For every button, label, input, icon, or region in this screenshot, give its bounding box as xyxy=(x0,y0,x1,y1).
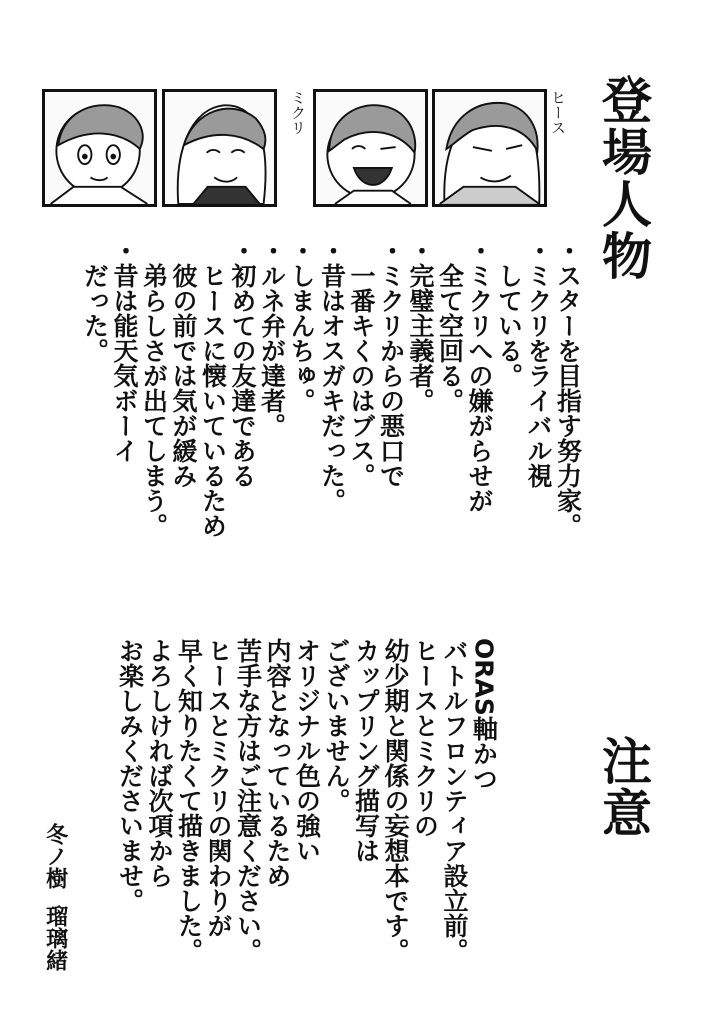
heath-adult-illustration xyxy=(435,92,544,204)
notice-heading: 注意 xyxy=(594,735,652,839)
mikuri-young-illustration xyxy=(45,92,154,204)
portrait-mikuri-adult xyxy=(162,89,277,207)
portrait-heath-young xyxy=(313,89,428,207)
mikuri-adult-illustration xyxy=(165,92,274,204)
notice-body: ORAS軸かつ バトルフロンティア設立前。 ヒースとミクリの 幼少期と関係の妄想本です。 カップリング描写は ございません。 オリジナル色の強い 内容となっているため 苦手な方はご注意ください。 ヒースとミクリの関わりが 早く知りたくて描きました。 よろしければ次項から お楽しみくださいませ。 xyxy=(115,638,499,963)
heath-young-illustration xyxy=(316,92,425,204)
characters-heading: 登場人物 xyxy=(594,74,652,282)
author-name: 瑠璃緒 xyxy=(42,905,68,971)
character-name-heath: ヒース xyxy=(549,90,567,135)
author-circle: 冬ノ樹 xyxy=(42,823,68,889)
portrait-mikuri-young xyxy=(42,89,157,207)
character-description-mikuri: ・しまんちゅ。 ・ルネ弁が達者。 ・初めての友達である ヒースに懐いているため 彼の前では気が緩み 弟らしさが出てしまう。 ・昔は能天気ボーイ だった。 xyxy=(80,238,316,538)
portrait-heath-adult xyxy=(432,89,547,207)
character-description-heath: ・スターを目指す努力家。 ・ミクリをライバル視 している。 ・ミクリへの嫌がらせが 全て空回る。 ・完璧主義者。 ・ミクリからの悪口で 一番キくのはブス。 ・昔はオスガキだった。 xyxy=(317,238,583,538)
character-name-mikuri: ミクリ xyxy=(289,90,307,135)
